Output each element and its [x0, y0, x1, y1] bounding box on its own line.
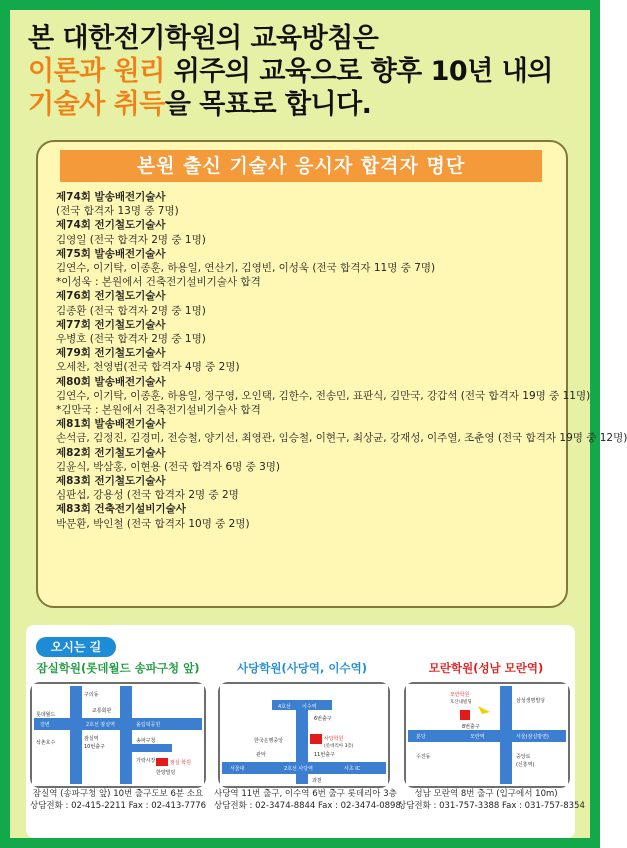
campus-moran-title: 모란학원(성남 모란역) — [428, 661, 544, 675]
roster-exam-title: 제83회 전기철도기술사 — [56, 475, 166, 488]
headline-highlight-1: 이론과 원리 — [28, 56, 165, 87]
campus-jamsil-map — [30, 682, 206, 788]
campus-moran-info — [398, 788, 585, 812]
jamsil-label-station: 잠실역 — [84, 736, 99, 742]
sadang-label-exit6: 6번출구 — [314, 716, 332, 722]
sadang-academy-marker — [310, 734, 322, 744]
roster-exam-detail: *김만국 : 본원에서 건축전기설비기술사 합격 — [56, 404, 261, 417]
roster-exam-detail: 김윤식, 박삼홍, 이현용 (전국 합격자 6명 중 3명) — [56, 460, 281, 473]
sadang-label-gwacheon: 과천 — [312, 778, 322, 784]
jamsil-academy-marker — [156, 758, 168, 766]
moran-label-moran: 모란역 — [470, 734, 485, 740]
campus-jamsil-title: 잠실학원(롯데월드 송파구청 앞) — [36, 661, 200, 675]
campus-jamsil — [30, 660, 207, 811]
jamsil-label-olympic: 올림픽공원 — [136, 722, 161, 728]
campus-moran — [398, 660, 585, 811]
sadang-label-academy-sub: (롯데리아 3층) — [324, 744, 354, 749]
campus-jamsil-info — [30, 788, 206, 812]
sadang-label-line4: 4호선 — [278, 704, 291, 710]
jamsil-label-lotte: 롯데월드 — [36, 712, 56, 718]
moran-label-academy: 모란학원 — [450, 692, 470, 698]
roster-exam-title: 제81회 발송배전기술사 — [56, 418, 166, 431]
roster-exam-title: 제83회 건축전기설비기술사 — [56, 503, 186, 516]
campus-sadang-map — [218, 682, 390, 788]
moran-academy-marker — [460, 710, 470, 720]
jamsil-road-vertical-left — [70, 686, 82, 784]
headline-highlight-2: 기술사 취득 — [28, 89, 165, 120]
moran-label-bundang: 분당 — [416, 734, 426, 740]
roster-exam-title: 제74회 발송배전기술사 — [56, 191, 166, 203]
jamsil-label-line2: 2호선 잠실역 — [86, 722, 115, 728]
headline-line-3 — [28, 88, 578, 121]
moran-label-exit8: 8번출구 — [462, 724, 480, 730]
roster-exam-detail: 심판섭, 강용성 (전국 합격자 2명 중 2명 — [56, 489, 239, 502]
jamsil-label-garak: 가락시장 — [136, 758, 156, 764]
sadang-label-exit11: 11번출구 — [314, 752, 335, 758]
jamsil-label-academy: 잠실 학원 — [170, 760, 191, 766]
sadang-label-seocho: 서초 IC — [344, 766, 361, 772]
moran-label-sujin: 수진동 — [416, 754, 431, 760]
headline-line-1: 본 대한전기학원의 교육방침은 — [28, 23, 379, 54]
roster-entries — [56, 190, 627, 531]
roster-exam-detail: 오세찬, 천영범(전국 합격자 4명 중 2명) — [56, 361, 240, 374]
roster-exam-detail: 김연수, 이기탁, 이종훈, 하용일, 연산기, 김영빈, 이성욱 (전국 합격자 11명 중 7명) — [56, 262, 436, 275]
jamsil-road-vertical-right — [120, 686, 132, 784]
jamsil-road-branch — [132, 744, 172, 752]
campus-jamsil-address: 잠실역 (송파구청 앞) 10번 출구도보 6분 소요 — [32, 789, 204, 799]
campus-sadang-title: 사당학원(사당역, 이수역) — [237, 661, 367, 675]
jamsil-label-gyotong: 교통회관 — [92, 708, 112, 714]
headline-line-2-rest: 위주의 교육으로 향후 10년 내의 — [164, 56, 553, 87]
campus-sadang-address: 사당역 11번 출구, 이수역 6번 출구 롯데리아 3층 — [214, 789, 397, 799]
roster-title: 본원 출신 기술사 응시자 합격자 명단 — [60, 150, 542, 182]
directions-label: 오시는 길 — [36, 637, 116, 657]
jamsil-map-svg — [32, 684, 204, 786]
campus-moran-map — [404, 682, 570, 788]
jamsil-road-horizontal — [34, 718, 202, 730]
roster-exam-title: 제77회 전기철도기술사 — [56, 318, 166, 331]
headline-line-2 — [28, 55, 578, 88]
roster-exam-title: 제76회 전기철도기술사 — [56, 290, 166, 303]
jamsil-label-hanyang: 한양빌딩 — [156, 770, 176, 776]
moran-label-seoul: 서울(잠실방면) — [516, 734, 549, 740]
campus-jamsil-phone: 상담전화 : 02-415-2211 Fax : 02-413-7776 — [30, 801, 207, 811]
jamsil-label-songpa: 송파구청 — [136, 738, 156, 744]
roster-exam-detail: 박문환, 박인철 (전국 합격자 10명 중 2명) — [56, 517, 250, 530]
jamsil-label-guri: 구의동 — [84, 692, 99, 698]
sadang-label-seoul: 서울대 — [230, 766, 245, 772]
jamsil-label-seokchon: 석촌호수 — [36, 740, 56, 746]
campus-moran-address: 성남 모란역 8번 출구 (입구에서 10m) — [414, 789, 558, 799]
jamsil-label-gangbyeon: 강변 — [40, 722, 50, 728]
campus-sadang-info — [214, 788, 401, 812]
roster-exam-detail: *이성욱 : 본원에서 건축전기설비기술사 합격 — [56, 276, 261, 289]
sadang-label-gwanak: 관악 — [256, 752, 266, 758]
campus-sadang — [214, 660, 401, 811]
roster-exam-title: 제79회 전기철도기술사 — [56, 347, 166, 360]
roster-exam-title: 제75회 발송배전기술사 — [56, 247, 166, 260]
moran-label-samsung: 삼성생명빌딩 — [516, 698, 545, 704]
sadang-label-bank: 한국은행중앙 — [254, 738, 283, 744]
headline-line-3-rest: 을 목표로 합니다. — [164, 89, 372, 120]
jamsil-label-exit: 10번출구 — [84, 744, 105, 750]
roster-exam-detail: 김영일 (전국 합격자 2명 중 1명) — [56, 233, 206, 246]
moran-label-jungang: 중앙로 — [516, 754, 531, 760]
headline — [28, 22, 578, 121]
roster-exam-title: 제74회 전기철도기술사 — [56, 219, 166, 232]
sadang-label-isu: 이수역 — [302, 704, 317, 710]
moran-map-svg — [406, 684, 568, 786]
moran-road-vertical — [500, 686, 512, 784]
roster-exam-title: 제82회 전기철도기술사 — [56, 446, 166, 459]
roster-exam-detail: (전국 합격자 13명 중 7명) — [56, 205, 179, 218]
roster-exam-detail: 우병호 (전국 합격자 2명 중 1명) — [56, 333, 206, 346]
sadang-map-svg — [220, 684, 388, 786]
roster-exam-detail: 손석금, 김정진, 김경미, 전승철, 양기선, 최영관, 임승철, 이현구, 최상균, 강재성, 이주열, 조춘영 (전국 합격자 19명 중 12명) — [56, 432, 627, 445]
sadang-label-academy: 사당학원 — [324, 736, 344, 742]
sadang-label-line2: 2호선 사당역 — [284, 766, 313, 772]
moran-label-sinheung: (신흥역) — [516, 762, 535, 768]
campus-moran-phone: 상담전화 : 031-757-3388 Fax : 031-757-8354 — [398, 801, 585, 811]
roster-panel — [36, 140, 627, 608]
roster-exam-detail: 김종환 (전국 합격자 2명 중 1명) — [56, 304, 206, 317]
roster-exam-detail: 김연수, 이기탁, 이종훈, 하용일, 정구영, 오인택, 김한수, 전송민, 표판식, 김만국, 강갑석 (전국 합격자 19명 중 11명) — [56, 389, 591, 402]
moran-label-academy-sub: 호산내빌딩 — [450, 700, 472, 705]
roster-exam-title: 제80회 발송배전기술사 — [56, 375, 166, 388]
campus-sadang-phone: 상담전화 : 02-3474-8844 Fax : 02-3474-0898 — [214, 801, 401, 811]
